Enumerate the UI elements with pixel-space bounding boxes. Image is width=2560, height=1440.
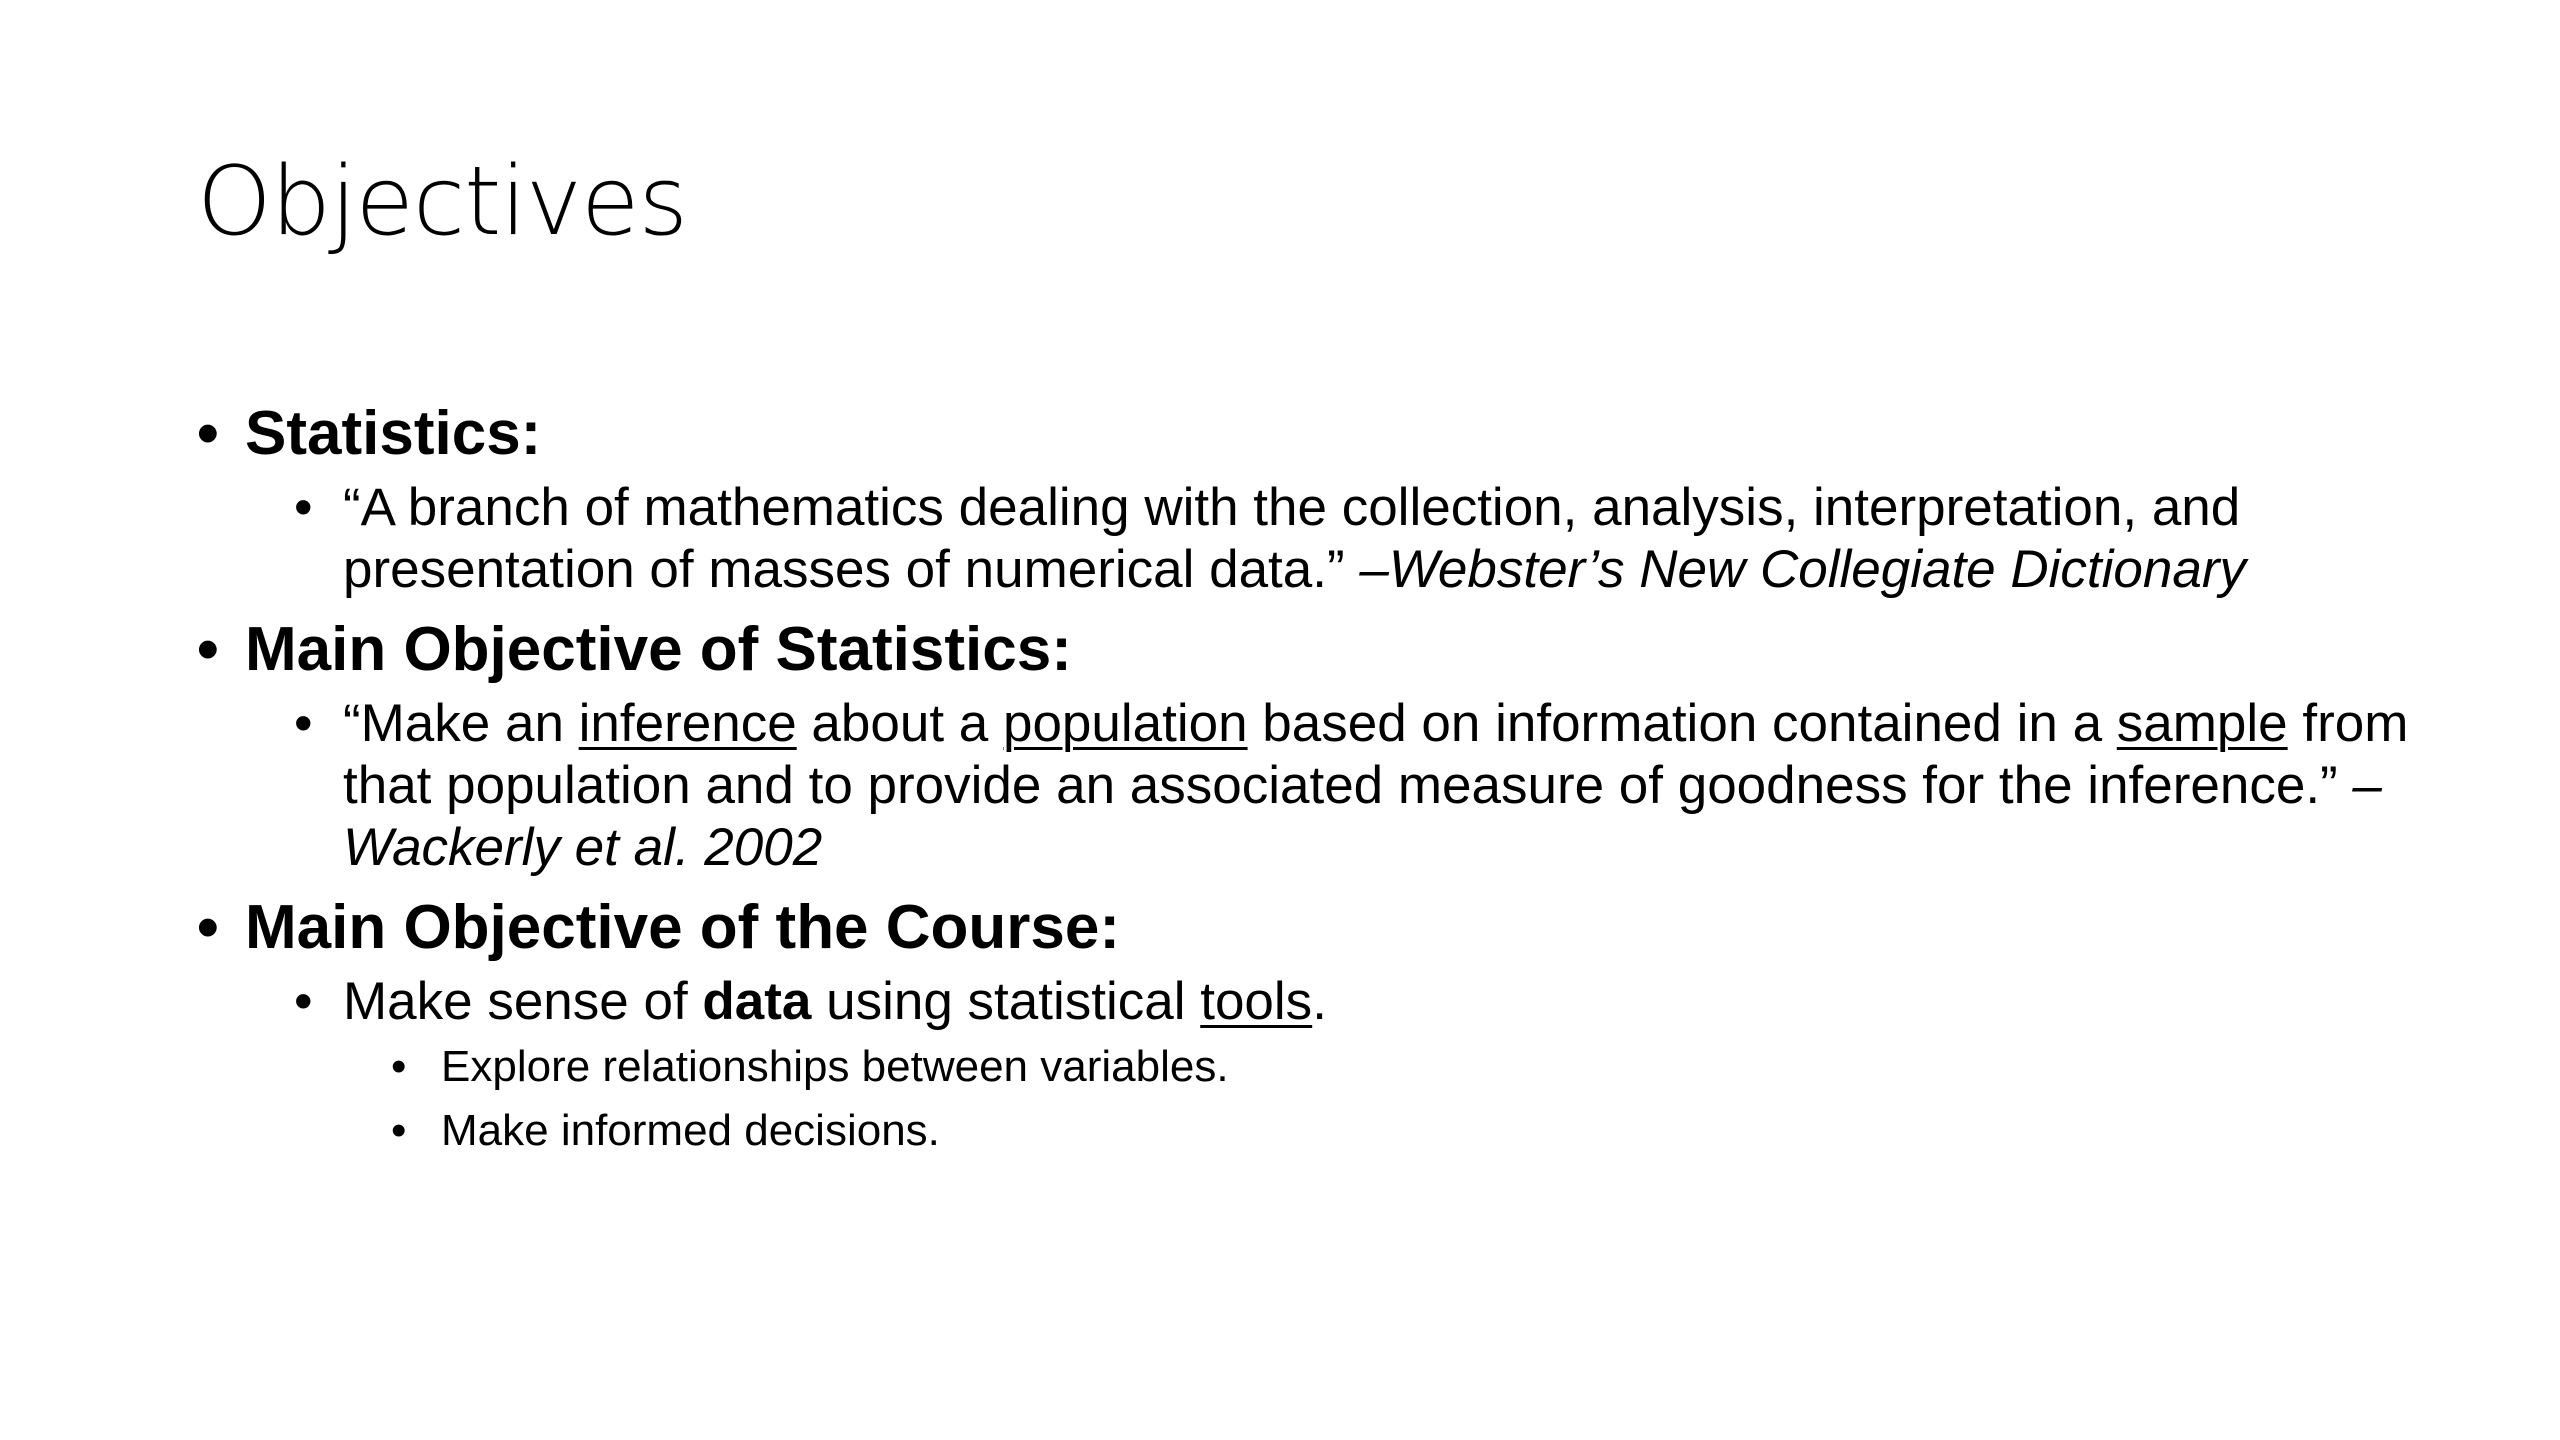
slide-content: [197, 385, 2437, 1163]
bullet-icon: •: [391, 1106, 407, 1155]
quote-text: “A branch of mathematics dealing with the collection, analysis, interpretation, and presentation of masses of numerical data.”: [343, 478, 2241, 599]
statement-part: Make sense of: [343, 972, 703, 1031]
term-population: population: [1002, 694, 1248, 753]
sub-item-text: Explore relationships between variables.: [441, 1042, 1229, 1091]
quote-part: about a: [796, 694, 1003, 753]
term-data: data: [702, 972, 812, 1031]
term-tools: tools: [1200, 972, 1313, 1031]
sub-item: [391, 1099, 2437, 1163]
bullet-icon: •: [197, 893, 219, 962]
term-inference: inference: [578, 694, 797, 753]
bullet-icon: •: [197, 399, 219, 468]
bullet-icon: •: [197, 615, 219, 684]
section-heading-statistics: [197, 395, 2437, 473]
bullet-icon: •: [391, 1042, 407, 1091]
bullet-icon: •: [294, 694, 313, 753]
sub-item: [391, 1035, 2437, 1099]
definition-quote: [294, 477, 2483, 601]
heading-text: Main Objective of the Course:: [245, 893, 1121, 962]
sub-item-text: Make informed decisions.: [441, 1106, 940, 1155]
term-sample: sample: [2116, 694, 2288, 753]
bullet-icon: •: [294, 972, 313, 1031]
course-statement: [294, 971, 2483, 1033]
quote-part: “Make an: [343, 694, 579, 753]
objective-quote: [294, 693, 2483, 879]
quote-part: based on information contained in a: [1247, 694, 2117, 753]
bullet-icon: •: [294, 478, 313, 537]
heading-text: Main Objective of Statistics:: [245, 615, 1072, 684]
quote-source: –Wackerly et al. 2002: [343, 756, 2382, 877]
section-heading-main-objective-statistics: [197, 611, 2437, 689]
quote-part: from that population and to provide an associated measure of goodness for the inference.”: [343, 694, 2409, 815]
statement-part: using statistical: [811, 972, 1201, 1031]
slide-title: Objectives: [197, 147, 687, 257]
heading-text: Statistics:: [245, 399, 542, 468]
quote-source: –Webster’s New Collegiate Dictionary: [1359, 540, 2247, 599]
section-heading-main-objective-course: [197, 889, 2437, 967]
statement-part: .: [1312, 972, 1327, 1031]
